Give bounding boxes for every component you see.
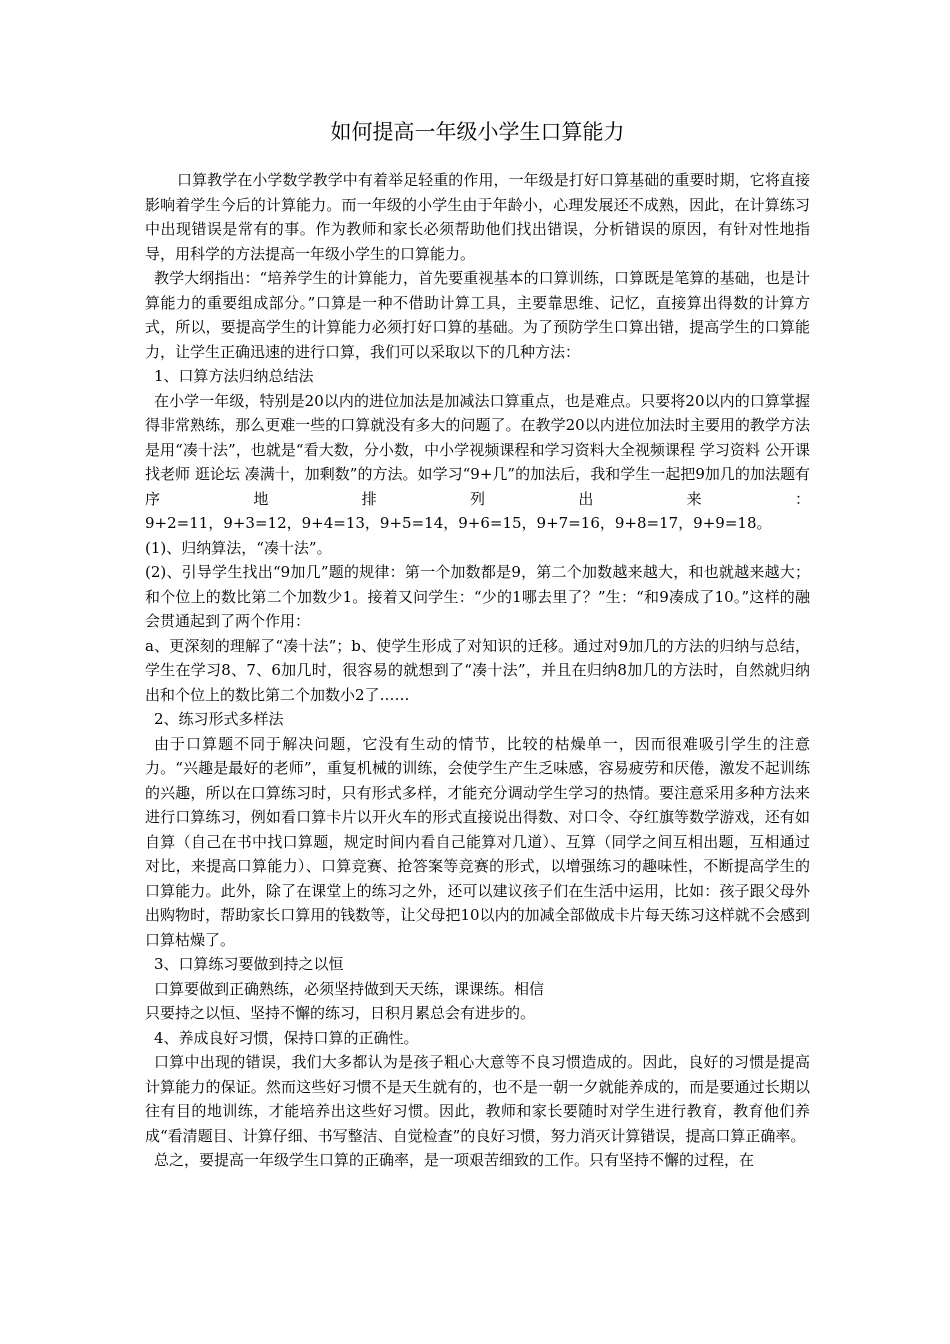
section-heading-1: 1、口算方法归纳总结法 xyxy=(154,367,314,385)
document-title: 如何提高一年级小学生口算能力 xyxy=(330,120,625,144)
paragraph-equations: 9+2=11，9+3=12，9+4=13，9+5=14，9+6=15，9+7=16，9+8=17，9+9=18。 xyxy=(145,514,772,532)
paragraph-syllabus: 教学大纲指出：“培养学生的计算能力，首先要重视基本的口算训练，口算既是笔算的基础，也是计算能力的重要组成部分。”口算是一种不借助计算工具，主要靠思维、记忆，直接算出得数的计算方式，所以，要提高学生的计算能力必须打好口算的基础。为了预防学生口算出错，提高学生的口算能力，让学生正确迅速的进行口算，我们可以采取以下的几种方法： xyxy=(145,269,810,361)
document-page xyxy=(145,118,810,1173)
paragraph-conclusion: 总之，要提高一年级学生口算的正确率，是一项艰苦细致的工作。只有坚持不懈的过程，在 xyxy=(154,1151,755,1169)
paragraph-point-ab: a、更深刻的理解了“凑十法”；b、使学生形成了对知识的迁移。通过对9加几的方法的归纳与总结，学生在学习8、7、6加几时，很容易的就想到了“凑十法”，并且在归纳8加几的方法时，自然就归纳出和个位上的数比第二个加数小2了…… xyxy=(145,636,810,704)
paragraph-section-2: 由于口算题不同于解决问题，它没有生动的情节，比较的枯燥单一，因而很难吸引学生的注意力。“兴趣是最好的老师”，重复机械的训练，会使学生产生乏味感，容易疲劳和厌倦，激发不起训练的兴趣，所以在口算练习时，只有形式多样，才能充分调动学生学习的热情。要注意采用多种方法来进行口算练习，例如看口算卡片以开火车的形式直接说出得数、对口令、夺红旗等数学游戏，还有如自算（自己在书中找口算题，规定时间内看自己能算对几道）、互算（同学之间互相出题，互相通过对比，来提高口算能力）、口算竞赛、抢答案等竞赛的形式，以增强练习的趣味性，不断提高学生的口算能力。此外，除了在课堂上的练习之外，还可以建议孩子们在生活中运用，比如：孩子跟父母外出购物时，帮助家长口算用的钱数等，让父母把10以内的加减全部做成卡片每天练习这样就不会感到口算枯燥了。 xyxy=(145,734,810,949)
paragraph-point-2: (2)、引导学生找出“9加几”题的规律：第一个加数都是9，第二个加数越来越大，和也就越来越大；和个位上的数比第二个加数少1。接着又问学生：“少的1哪去里了？”生：“和9凑成了10。”这样的融会贯通起到了两个作用： xyxy=(145,563,810,630)
paragraph-point-1: (1)、归纳算法，“凑十法”。 xyxy=(145,538,332,557)
paragraph-intro: 口算教学在小学数学教学中有着举足轻重的作用，一年级是打好口算基础的重要时期，它将直接影响着学生今后的计算能力。而一年级的小学生由于年龄小，心理发展还不成熟，因此，在计算练习中出现错误是常有的事。作为教师和家长必须帮助他们找出错误，分析错误的原因，有针对性地指导，用科学的方法提高一年级小学生的口算能力。 xyxy=(145,171,810,263)
section-heading-3: 3、口算练习要做到持之以恒 xyxy=(154,955,344,973)
section-heading-2: 2、练习形式多样法 xyxy=(154,710,284,728)
paragraph-section-3-line-2: 只要持之以恒、坚持不懈的练习，日积月累总会有进步的。 xyxy=(145,1004,536,1022)
section-heading-4: 4、养成良好习惯，保持口算的正确性。 xyxy=(154,1028,419,1047)
paragraph-section-1: 在小学一年级，特别是20以内的进位加法是加减法口算重点，也是难点。只要将20以内的口算掌握得非常熟练，那么更难一些的口算就没有多大的问题了。在教学20以内进位加法时主要用的教学方法是用“凑十法”，也就是“看大数，分小数，中小学视频课程和学习资料大全视频课程 学习资料 公开课 找老师 逛论坛 凑满十，加剩数”的方法。如学习“9+几”的加法后，我和学生一起把9加几的加法题有序地排列出来： xyxy=(145,391,810,508)
paragraph-section-3-line-1: 口算要做到正确熟练，必须坚持做到天天练，课课练。相信 xyxy=(154,979,545,998)
paragraph-section-4: 口算中出现的错误，我们大多都认为是孩子粗心大意等不良习惯造成的。因此，良好的习惯是提高计算能力的保证。然而这些好习惯不是天生就有的，也不是一朝一夕就能养成的，而是要通过长期以往有目的地训练，才能培养出这些好习惯。因此，教师和家长要随时对学生进行教育，教育他们养成“看清题目、计算仔细、书写整洁、自觉检查”的良好习惯，努力消灭计算错误，提高口算正确率。 xyxy=(145,1053,810,1145)
